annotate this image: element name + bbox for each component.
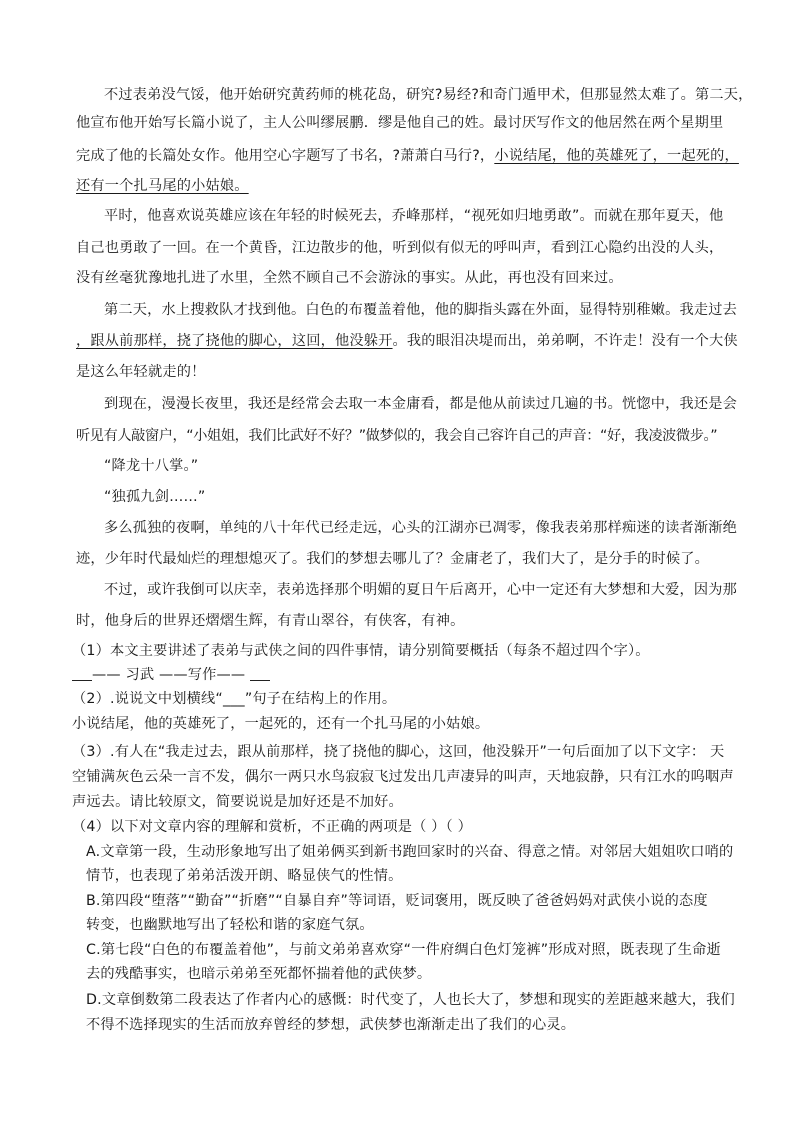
passage-line: 没有丝毫犹豫地扎进了水里，全然不顾自己不会游泳的事实。从此，再也没有回来过。: [76, 270, 623, 286]
underlined-sentence: 还有一个扎马尾的小姑娘。: [76, 178, 249, 194]
answer-blank[interactable]: [72, 666, 92, 681]
question-3: 声远去。请比较原文，简要说说是加好还是不加好。: [72, 794, 403, 810]
option-d: D.文章倒数第二段表达了作者内心的感慨：时代变了，人也长大了，梦想和现实的差距越来越大，我们: [86, 992, 735, 1008]
option-c: 去的残酷事实，也暗示弟弟至死都怀揣着他的武侠梦。: [86, 966, 432, 982]
passage-line: 不过，或许我倒可以庆幸，表弟选择那个明媚的夏日午后离开，心中一定还有大梦想和大爱，因为那: [104, 582, 738, 598]
option-b: B.第四段“堕落”“勤奋”“折磨”“自暴自弃”等词语，贬词褒用，既反映了爸爸妈妈对武侠小说的态度: [86, 893, 708, 909]
passage-line: 是这么年轻就走的！: [76, 364, 206, 380]
passage-line: 时，他身后的世界还熠熠生辉，有青山翠谷，有侠客，有神。: [76, 613, 465, 629]
underlined-sentence: 小说结尾，他的英雄死了，一起死的，: [494, 148, 739, 164]
question-2: （2）.说说文中划横线“___”句子在结构上的作用。: [72, 691, 397, 707]
question-4: （4）以下对文章内容的理解和赏析，不正确的两项是（ ）（ ）: [72, 819, 473, 835]
question-1-answer-line: —— 习武 ——写作——: [72, 665, 270, 685]
option-b: 转变，也幽默地写出了轻松和谐的家庭气氛。: [86, 917, 374, 933]
passage-line: 完成了他的长篇处女作。他用空心字题写了书名，?萧萧白马行?，小说结尾，他的英雄死了，一起死的，: [76, 148, 739, 164]
passage-line: 他宣布他开始写长篇小说了，主人公叫缪展鹏．缪是他自己的姓。最讨厌写作文的他居然在两个星期里: [76, 115, 724, 131]
passage-line: 多么孤独的夜啊，单纯的八十年代已经走远，心头的江湖亦已凋零，像我表弟那样痴迷的读者渐渐绝: [104, 520, 738, 536]
underlined-sentence: ，跟从前那样，挠了挠他的脚心，这回，他没躲开: [76, 333, 393, 349]
option-a: A.文章第一段，生动形象地写出了姐弟俩买到新书跑回家时的兴奋、得意之情。对邻居大姐姐吹口哨的: [86, 844, 734, 860]
passage-line: “独孤九剑……”: [104, 489, 206, 505]
option-c: C.第七段“白色的布覆盖着他”，与前文弟弟喜欢穿“一件府绸白色灯笼裤”形成对照，既表现了生命逝: [86, 942, 721, 958]
question-3: 空铺满灰色云朵一言不发，偶尔一两只水鸟寂寂飞过发出几声凄异的叫声，天地寂静，只有江水的呜咽声: [72, 769, 734, 785]
passage-line: 到现在，漫漫长夜里，我还是经常会去取一本金庸看，都是他从前读过几遍的书。恍惚中，我还是会: [104, 396, 738, 412]
option-a: 情节，也表现了弟弟活泼开朗、略显侠气的性情。: [86, 868, 403, 884]
passage-line: ，跟从前那样，挠了挠他的脚心，这回，他没躲开。我的眼泪决堤而出，弟弟啊，不许走！没有一个大侠: [76, 333, 738, 349]
passage-line: 第二天，水上搜救队才找到他。白色的布覆盖着他，他的脚指头露在外面，显得特别稚嫩。我走过去: [104, 302, 738, 318]
question-2-quote: 小说结尾，他的英雄死了，一起死的，还有一个扎马尾的小姑娘。: [72, 716, 490, 732]
answer-blank[interactable]: [250, 666, 270, 681]
passage-line: “降龙十八掌。”: [104, 458, 199, 474]
question-1: （1）本文主要讲述了表弟与武侠之间的四件事情，请分别简要概括（每条不超过四个字）。: [72, 643, 650, 659]
passage-line: 迹，少年时代最灿烂的理想熄灭了。我们的梦想去哪儿了？金庸老了，我们大了，是分手的时候了。: [76, 551, 710, 567]
passage-line: 不过表弟没气馁，他开始研究黄药师的桃花岛，研究?易经?和奇门遁甲术，但那显然太难了。第二天，: [104, 87, 753, 103]
passage-line: 听见有人敲窗户，“小姐姐，我们比武好不好？”做梦似的，我会自己容许自己的声音：“好，我凌波微步。”: [76, 428, 718, 444]
option-d: 不得不选择现实的生活而放弃曾经的梦想，武侠梦也渐渐走出了我们的心灵。: [86, 1017, 576, 1033]
passage-line: 自己也勇敢了一回。在一个黄昏，江边散步的他，听到似有似无的呼叫声，看到江心隐约出没的人头，: [76, 240, 724, 256]
question-3: （3）.有人在“我走过去，跟从前那样，挠了挠他的脚心，这回，他没躲开”一句后面加了以下文字： 天: [72, 744, 725, 760]
passage-line: 平时，他喜欢说英雄应该在年轻的时候死去，乔峰那样，“视死如归地勇敢”。而就在那年夏天，他: [104, 208, 724, 224]
